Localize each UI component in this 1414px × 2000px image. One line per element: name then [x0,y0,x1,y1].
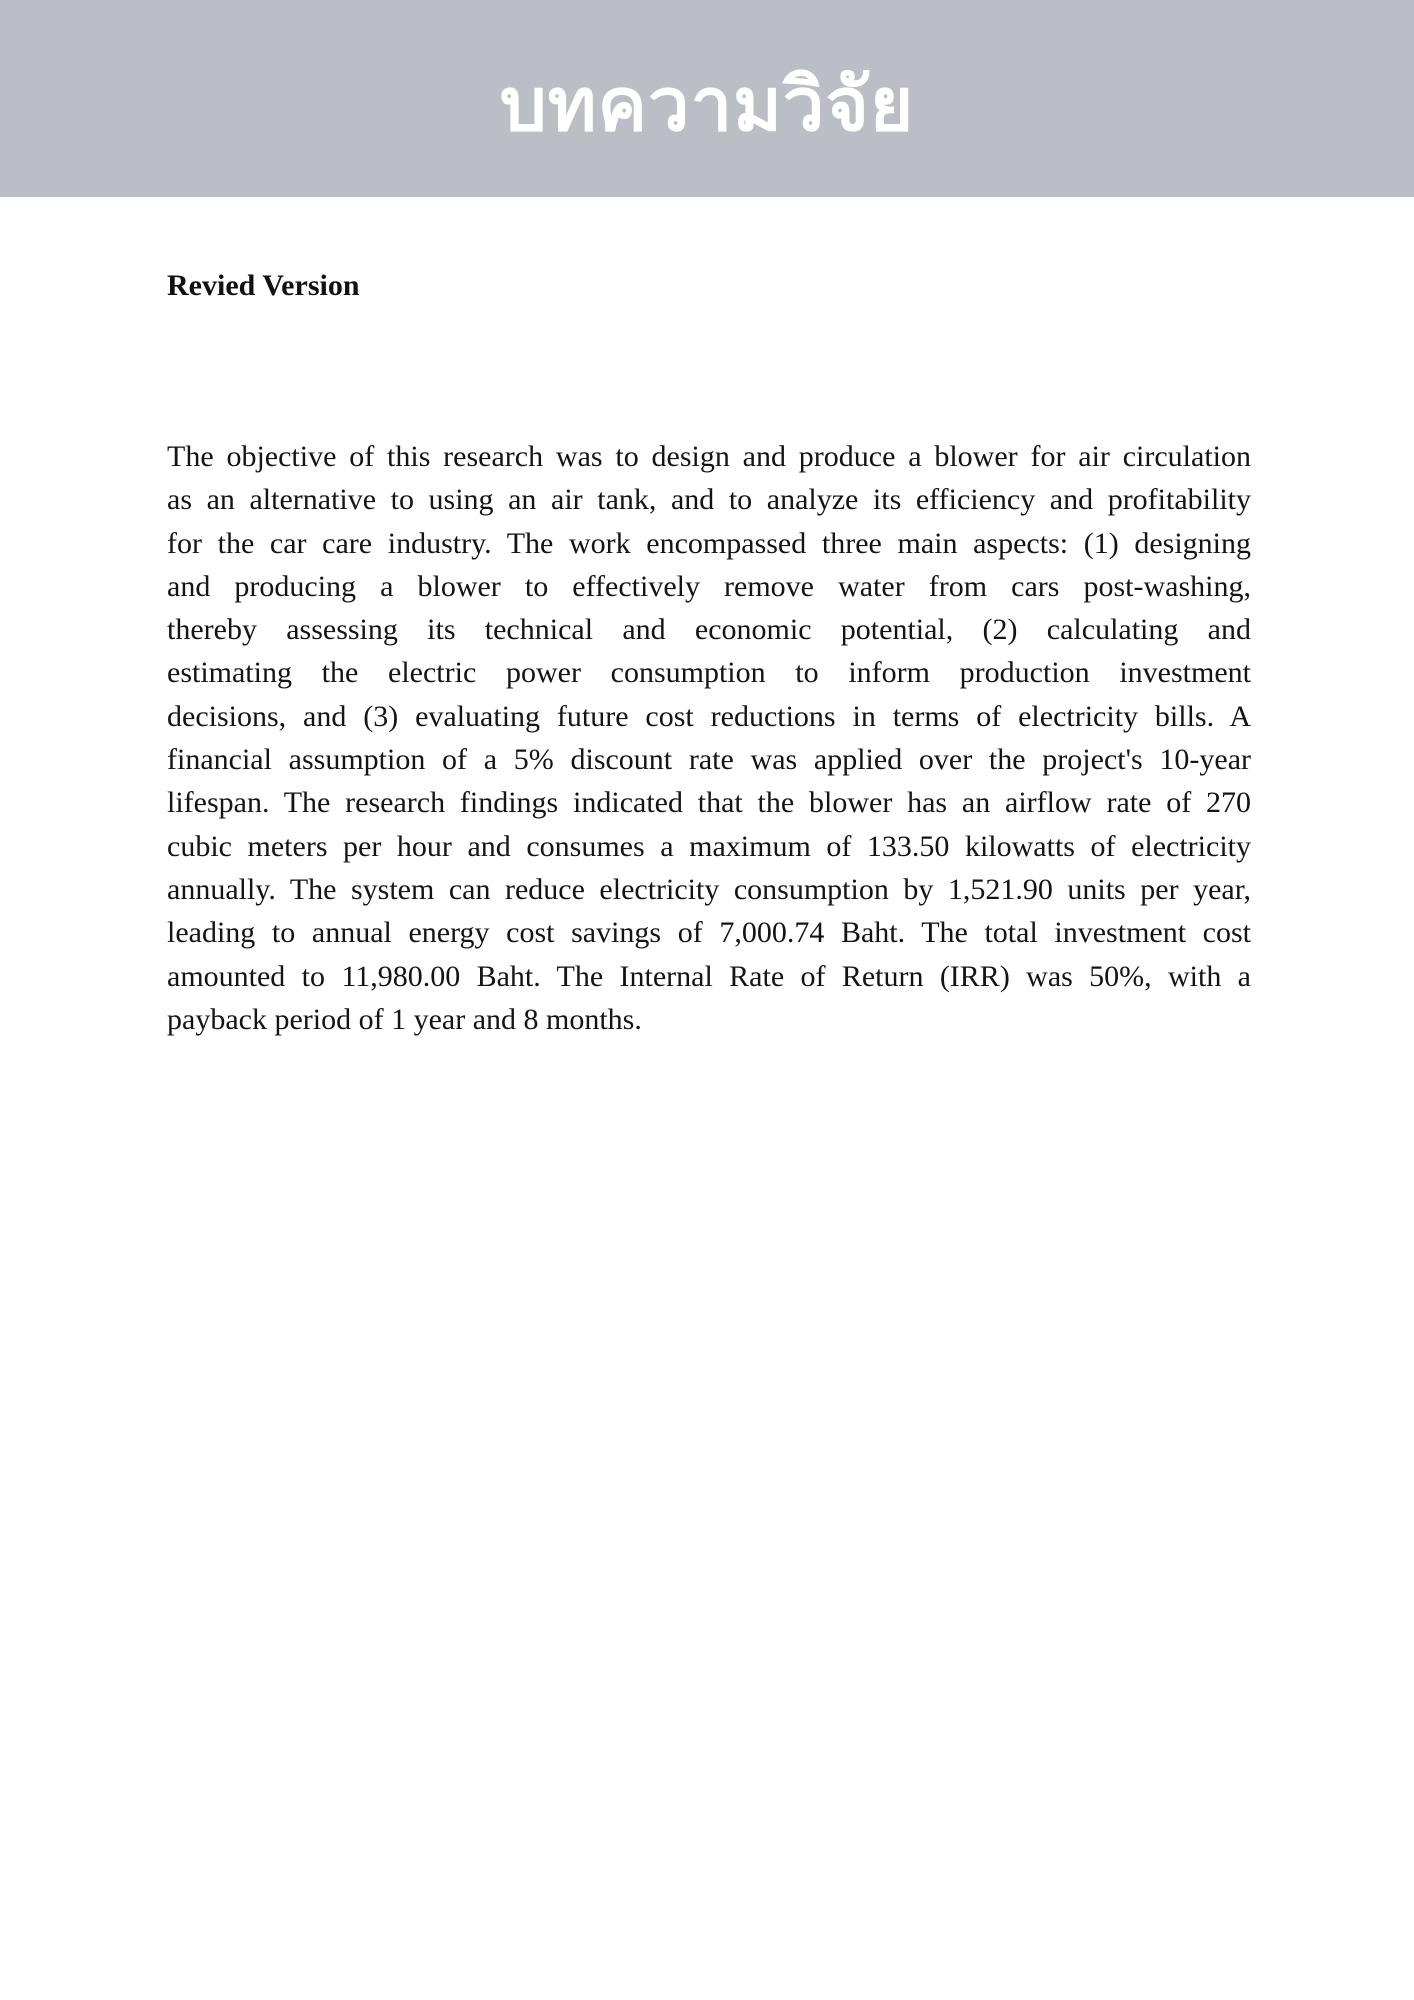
abstract-line: The objective of this research was to design and produce a blower for air circulation [167,440,1251,473]
abstract-line: cubic meters per hour and consumes a maximum of 133.50 kilowatts of electricity [167,829,1251,863]
abstract-line: and producing a blower to effectively remove water from cars post-washing, [167,569,1251,603]
abstract-line: amounted to 11,980.00 Baht. The Internal Rate of Return (IRR) was 50%, with a [167,959,1251,993]
abstract-line: lifespan. The research findings indicated that the blower has an airflow rate of 270 [167,786,1251,820]
abstract-line: annually. The system can reduce electricity consumption by 1,521.90 units per year, [167,872,1251,906]
abstract-line: decisions, and (3) evaluating future cost reductions in terms of electricity bills. A [167,699,1251,733]
abstract-line: thereby assessing its technical and economic potential, (2) calculating and [167,613,1251,647]
section-heading: Revied Version [167,269,360,302]
abstract-line: leading to annual energy cost savings of 7,000.74 Baht. The total investment cost [167,916,1251,950]
abstract-line: payback period of 1 year and 8 months. [167,1002,642,1036]
abstract-line: for the car care industry. The work encompassed three main aspects: (1) designing [167,526,1251,560]
abstract-line: estimating the electric power consumption to inform production investment [167,656,1251,690]
page-title: บทความวิจัย [499,62,915,148]
header-band [0,0,1414,197]
article-content [167,262,1251,1041]
abstract-paragraph [167,435,1251,1041]
abstract-line: as an alternative to using an air tank, and to analyze its efficiency and profitability [167,483,1251,517]
abstract-line: financial assumption of a 5% discount rate was applied over the project's 10-year [167,743,1251,777]
